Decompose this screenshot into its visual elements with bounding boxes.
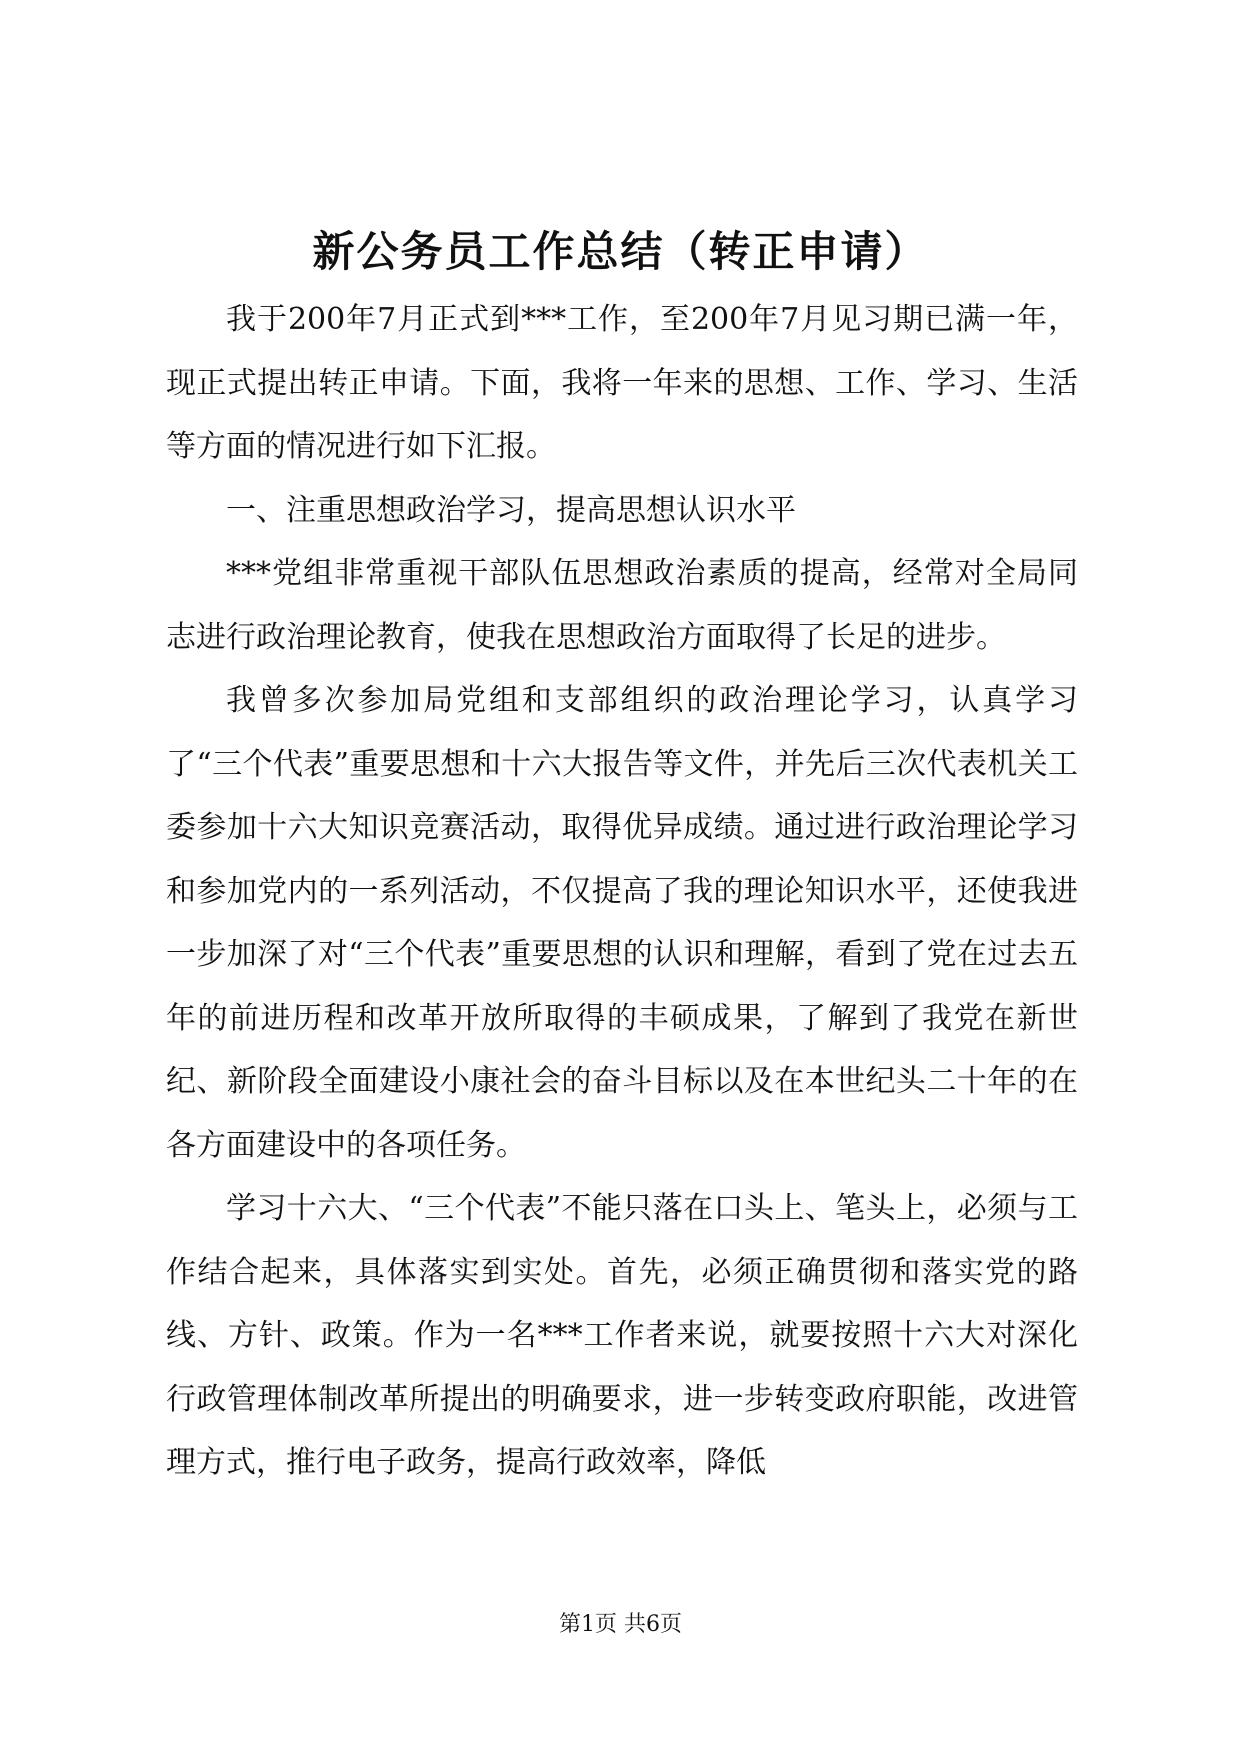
document-body [166,288,1078,1495]
paragraph-intro: 我于200年7月正式到***工作，至200年7月见习期已满一年，现正式提出转正申请。下面，我将一年来的思想、工作、学习、生活等方面的情况进行如下汇报。 [166,302,1078,464]
paragraph-study-activities: 我曾多次参加局党组和支部组织的政治理论学习，认真学习了“三个代表”重要思想和十六大报告等文件，并先后三次代表机关工委参加十六大知识竞赛活动，取得优异成绩。通过进行政治理论学习和参加党内的一系列活动，不仅提高了我的理论知识水平，还使我进一步加深了对“三个代表”重要思想的认识和理解，看到了党在过去五年的前进历程和改革开放所取得的丰硕成果，了解到了我党在新世纪、新阶段全面建设小康社会的奋斗目标以及在本世纪头二十年的在各方面建设中的各项任务。 [166,683,1078,1163]
section-heading-1: 一、注重思想政治学习，提高思想认识水平 [226,492,796,528]
document-title: 新公务员工作总结（转正申请） [312,227,929,276]
page-number-footer: 第1页 共6页 [559,1612,682,1637]
paragraph-party-group: ***党组非常重视干部队伍思想政治素质的提高，经常对全局同志进行政治理论教育，使我在思想政治方面取得了长足的进步。 [166,556,1078,655]
paragraph-practice: 学习十六大、“三个代表”不能只落在口头上、笔头上，必须与工作结合起来，具体落实到实处。首先，必须正确贯彻和落实党的路线、方针、政策。作为一名***工作者来说，就要按照十六大对深化行政管理体制改革所提出的明确要求，进一步转变政府职能，改进管理方式，推行电子政务，提高行政效率，降低 [166,1191,1078,1480]
